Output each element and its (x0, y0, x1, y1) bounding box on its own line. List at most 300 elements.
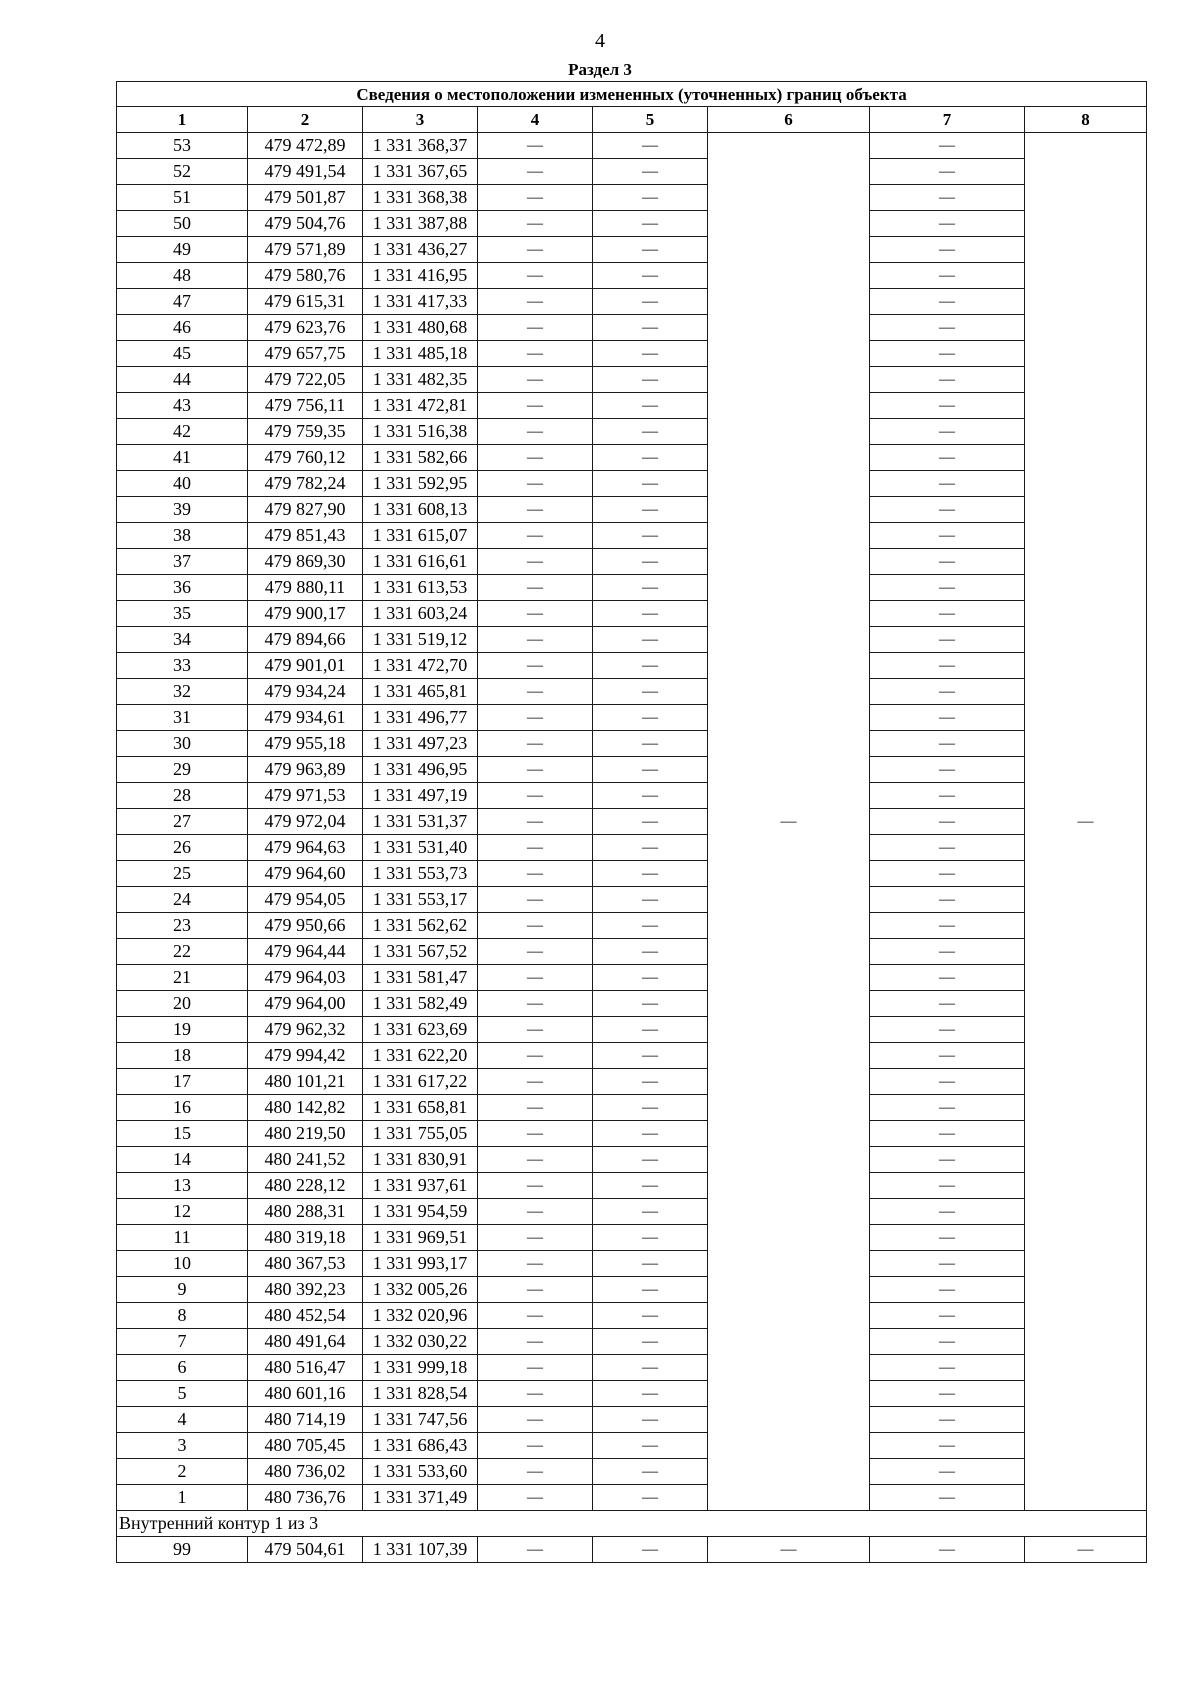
dash-cell: — (478, 965, 593, 991)
table-row (117, 341, 1147, 367)
x-coordinate-cell: 480 288,31 (248, 1199, 363, 1225)
dash-cell: — (478, 1485, 593, 1511)
dash-cell: — (593, 185, 708, 211)
dash-cell: — (870, 185, 1025, 211)
dash-cell: — (478, 1355, 593, 1381)
y-coordinate-cell: 1 331 969,51 (363, 1225, 478, 1251)
dash-cell: — (870, 1017, 1025, 1043)
column-header: 3 (363, 107, 478, 133)
table-row (117, 679, 1147, 705)
point-number-cell: 25 (117, 861, 248, 887)
section-title: Раздел 3 (568, 60, 632, 79)
x-coordinate-cell: 479 504,76 (248, 211, 363, 237)
y-coordinate-cell: 1 331 616,61 (363, 549, 478, 575)
dash-cell: — (478, 237, 593, 263)
dash-cell: — (478, 913, 593, 939)
dash-cell: — (870, 1381, 1025, 1407)
y-coordinate-cell: 1 331 830,91 (363, 1147, 478, 1173)
dash-cell: — (870, 315, 1025, 341)
y-coordinate-cell: 1 331 516,38 (363, 419, 478, 445)
dash-cell: — (478, 341, 593, 367)
x-coordinate-cell: 479 964,03 (248, 965, 363, 991)
dash-cell: — (478, 445, 593, 471)
dash-cell: — (870, 1225, 1025, 1251)
column-header: 5 (593, 107, 708, 133)
point-number-cell: 47 (117, 289, 248, 315)
x-coordinate-cell: 480 491,64 (248, 1329, 363, 1355)
dash-cell: — (870, 1277, 1025, 1303)
y-coordinate-cell: 1 331 592,95 (363, 471, 478, 497)
dash-cell: — (478, 731, 593, 757)
point-number-cell: 9 (117, 1277, 248, 1303)
dash-cell: — (593, 1225, 708, 1251)
dash-cell: — (478, 575, 593, 601)
dash-cell: — (478, 1277, 593, 1303)
y-coordinate-cell: 1 331 387,88 (363, 211, 478, 237)
y-coordinate-cell: 1 332 030,22 (363, 1329, 478, 1355)
x-coordinate-cell: 480 714,19 (248, 1407, 363, 1433)
dash-cell: — (593, 627, 708, 653)
dash-cell: — (1025, 1537, 1147, 1563)
dash-cell: — (870, 341, 1025, 367)
dash-cell: — (593, 263, 708, 289)
table-row (117, 133, 1147, 159)
table-row (117, 315, 1147, 341)
table-row (117, 211, 1147, 237)
dash-cell: — (478, 1329, 593, 1355)
dash-cell: — (478, 1459, 593, 1485)
point-number-cell: 51 (117, 185, 248, 211)
y-coordinate-cell: 1 331 553,17 (363, 887, 478, 913)
dash-cell: — (870, 731, 1025, 757)
y-coordinate-cell: 1 331 465,81 (363, 679, 478, 705)
point-number-cell: 34 (117, 627, 248, 653)
table-row (117, 913, 1147, 939)
column-header: 6 (708, 107, 870, 133)
dash-cell: — (593, 1043, 708, 1069)
y-coordinate-cell: 1 331 531,37 (363, 809, 478, 835)
point-number-cell: 35 (117, 601, 248, 627)
inner-contour-label: Внутренний контур 1 из 3 (117, 1511, 1147, 1537)
dash-cell: — (478, 627, 593, 653)
table-row (117, 991, 1147, 1017)
dash-cell: — (593, 913, 708, 939)
dash-cell: — (478, 1251, 593, 1277)
table-row (117, 1069, 1147, 1095)
x-coordinate-cell: 479 972,04 (248, 809, 363, 835)
column-header: 2 (248, 107, 363, 133)
x-coordinate-cell: 479 491,54 (248, 159, 363, 185)
dash-cell: — (593, 1277, 708, 1303)
y-coordinate-cell: 1 331 496,95 (363, 757, 478, 783)
x-coordinate-cell: 479 971,53 (248, 783, 363, 809)
dash-cell: — (478, 289, 593, 315)
dash-cell: — (593, 211, 708, 237)
dash-cell: — (708, 1537, 870, 1563)
dash-cell: — (478, 419, 593, 445)
y-coordinate-cell: 1 331 553,73 (363, 861, 478, 887)
table-row (117, 1095, 1147, 1121)
table-row (117, 1485, 1147, 1511)
dash-cell: — (593, 1147, 708, 1173)
table-row (117, 1173, 1147, 1199)
point-number-cell: 15 (117, 1121, 248, 1147)
y-coordinate-cell: 1 331 658,81 (363, 1095, 478, 1121)
dash-cell: — (478, 1303, 593, 1329)
dash-cell: — (593, 1485, 708, 1511)
y-coordinate-cell: 1 331 755,05 (363, 1121, 478, 1147)
dash-cell: — (870, 471, 1025, 497)
dash-cell: — (478, 1407, 593, 1433)
dash-cell: — (593, 1381, 708, 1407)
y-coordinate-cell: 1 331 747,56 (363, 1407, 478, 1433)
point-number-cell: 27 (117, 809, 248, 835)
dash-cell: — (593, 1329, 708, 1355)
x-coordinate-cell: 479 501,87 (248, 185, 363, 211)
table-row (117, 1355, 1147, 1381)
dash-cell: — (593, 965, 708, 991)
x-coordinate-cell: 479 722,05 (248, 367, 363, 393)
table-row (117, 601, 1147, 627)
table-row (117, 159, 1147, 185)
dash-cell: — (870, 1407, 1025, 1433)
x-coordinate-cell: 479 900,17 (248, 601, 363, 627)
dash-cell: — (478, 263, 593, 289)
dash-cell: — (593, 1537, 708, 1563)
dash-cell: — (593, 133, 708, 159)
dash-cell: — (870, 887, 1025, 913)
column-header-row (117, 107, 1147, 133)
dash-cell: — (593, 731, 708, 757)
dash-cell: — (870, 1069, 1025, 1095)
dash-cell: — (593, 835, 708, 861)
table-row (117, 627, 1147, 653)
x-coordinate-cell: 479 571,89 (248, 237, 363, 263)
table-row (117, 1381, 1147, 1407)
dash-cell: — (870, 913, 1025, 939)
table-row (117, 731, 1147, 757)
dash-cell: — (478, 939, 593, 965)
x-coordinate-cell: 480 392,23 (248, 1277, 363, 1303)
dash-cell: — (478, 1147, 593, 1173)
dash-cell: — (870, 523, 1025, 549)
y-coordinate-cell: 1 331 531,40 (363, 835, 478, 861)
table-row (117, 1277, 1147, 1303)
dash-cell: — (870, 1251, 1025, 1277)
column-header: 7 (870, 107, 1025, 133)
point-number-cell: 52 (117, 159, 248, 185)
point-number-cell: 31 (117, 705, 248, 731)
y-coordinate-cell: 1 331 613,53 (363, 575, 478, 601)
y-coordinate-cell: 1 331 436,27 (363, 237, 478, 263)
dash-cell: — (870, 445, 1025, 471)
dash-cell: — (478, 1069, 593, 1095)
table-row (117, 497, 1147, 523)
dash-cell: — (478, 887, 593, 913)
y-coordinate-cell: 1 331 416,95 (363, 263, 478, 289)
x-coordinate-cell: 479 869,30 (248, 549, 363, 575)
point-number-cell: 1 (117, 1485, 248, 1511)
y-coordinate-cell: 1 332 005,26 (363, 1277, 478, 1303)
dash-cell: — (478, 783, 593, 809)
dash-cell: — (478, 367, 593, 393)
point-number-cell: 10 (117, 1251, 248, 1277)
y-coordinate-cell: 1 331 582,49 (363, 991, 478, 1017)
dash-cell: — (593, 341, 708, 367)
y-coordinate-cell: 1 331 686,43 (363, 1433, 478, 1459)
table-row (117, 835, 1147, 861)
dash-cell: — (870, 237, 1025, 263)
point-number-cell: 53 (117, 133, 248, 159)
dash-cell: — (593, 1199, 708, 1225)
point-number-cell: 50 (117, 211, 248, 237)
dash-cell: — (478, 497, 593, 523)
dash-cell: — (478, 1199, 593, 1225)
dash-cell: — (870, 1043, 1025, 1069)
dash-cell: — (593, 237, 708, 263)
dash-cell: — (593, 497, 708, 523)
x-coordinate-cell: 479 760,12 (248, 445, 363, 471)
dash-cell: — (593, 1355, 708, 1381)
dash-cell: — (478, 1017, 593, 1043)
y-coordinate-cell: 1 331 562,62 (363, 913, 478, 939)
table-row (117, 965, 1147, 991)
point-number-cell: 46 (117, 315, 248, 341)
y-coordinate-cell: 1 331 417,33 (363, 289, 478, 315)
point-number-cell: 13 (117, 1173, 248, 1199)
x-coordinate-cell: 479 964,00 (248, 991, 363, 1017)
point-number-cell: 41 (117, 445, 248, 471)
table-row (117, 1433, 1147, 1459)
dash-cell: — (870, 783, 1025, 809)
x-coordinate-cell: 479 623,76 (248, 315, 363, 341)
y-coordinate-cell: 1 331 937,61 (363, 1173, 478, 1199)
y-coordinate-cell: 1 331 480,68 (363, 315, 478, 341)
dash-cell: — (870, 705, 1025, 731)
column-header: 4 (478, 107, 593, 133)
x-coordinate-cell: 479 934,24 (248, 679, 363, 705)
dash-cell: — (870, 991, 1025, 1017)
point-number-cell: 18 (117, 1043, 248, 1069)
dash-cell: — (593, 1095, 708, 1121)
dash-cell: — (870, 861, 1025, 887)
x-coordinate-cell: 480 601,16 (248, 1381, 363, 1407)
dash-cell: — (478, 549, 593, 575)
dash-cell: — (870, 367, 1025, 393)
table-row (117, 237, 1147, 263)
dash-cell: — (593, 809, 708, 835)
x-coordinate-cell: 479 894,66 (248, 627, 363, 653)
dash-cell: — (593, 705, 708, 731)
y-coordinate-cell: 1 331 496,77 (363, 705, 478, 731)
dash-cell: — (870, 289, 1025, 315)
dash-cell: — (870, 601, 1025, 627)
point-number-cell: 17 (117, 1069, 248, 1095)
dash-cell: — (478, 159, 593, 185)
dash-cell: — (593, 939, 708, 965)
dash-cell: — (478, 1225, 593, 1251)
point-number-cell: 39 (117, 497, 248, 523)
dash-cell: — (870, 1303, 1025, 1329)
x-coordinate-cell: 479 880,11 (248, 575, 363, 601)
x-coordinate-cell: 479 827,90 (248, 497, 363, 523)
dash-cell: — (478, 1043, 593, 1069)
x-coordinate-cell: 479 657,75 (248, 341, 363, 367)
y-coordinate-cell: 1 331 533,60 (363, 1459, 478, 1485)
dash-cell: — (870, 1329, 1025, 1355)
dash-cell: — (593, 601, 708, 627)
dash-cell: — (593, 1017, 708, 1043)
point-number-cell: 14 (117, 1147, 248, 1173)
y-coordinate-cell: 1 331 828,54 (363, 1381, 478, 1407)
inner-contour-row (117, 1511, 1147, 1537)
dash-cell: — (870, 1485, 1025, 1511)
dash-cell: — (870, 1147, 1025, 1173)
dash-cell: — (593, 289, 708, 315)
y-coordinate-cell: 1 331 608,13 (363, 497, 478, 523)
point-number-cell: 38 (117, 523, 248, 549)
dash-cell: — (478, 601, 593, 627)
point-number-cell: 42 (117, 419, 248, 445)
dash-cell: — (593, 549, 708, 575)
x-coordinate-cell: 480 516,47 (248, 1355, 363, 1381)
dash-cell: — (870, 159, 1025, 185)
dash-cell: — (870, 1121, 1025, 1147)
table-row (117, 757, 1147, 783)
y-coordinate-cell: 1 331 603,24 (363, 601, 478, 627)
dash-cell: — (870, 211, 1025, 237)
x-coordinate-cell: 479 472,89 (248, 133, 363, 159)
y-coordinate-cell: 1 331 107,39 (363, 1537, 478, 1563)
dash-cell: — (870, 757, 1025, 783)
point-number-cell: 28 (117, 783, 248, 809)
point-number-cell: 2 (117, 1459, 248, 1485)
dash-cell: — (478, 1433, 593, 1459)
point-number-cell: 48 (117, 263, 248, 289)
y-coordinate-cell: 1 331 485,18 (363, 341, 478, 367)
dash-cell: — (478, 1121, 593, 1147)
dash-cell: — (593, 315, 708, 341)
x-coordinate-cell: 479 955,18 (248, 731, 363, 757)
point-number-cell: 12 (117, 1199, 248, 1225)
table-row (117, 1043, 1147, 1069)
x-coordinate-cell: 479 962,32 (248, 1017, 363, 1043)
dash-cell: — (870, 1459, 1025, 1485)
x-coordinate-cell: 480 241,52 (248, 1147, 363, 1173)
point-number-cell: 11 (117, 1225, 248, 1251)
dash-cell: — (593, 471, 708, 497)
point-number-cell: 99 (117, 1537, 248, 1563)
merged-dash-cell-col8: — (1025, 133, 1147, 1511)
x-coordinate-cell: 479 964,44 (248, 939, 363, 965)
y-coordinate-cell: 1 331 623,69 (363, 1017, 478, 1043)
table-row (117, 445, 1147, 471)
column-header: 1 (117, 107, 248, 133)
x-coordinate-cell: 480 367,53 (248, 1251, 363, 1277)
column-header: 8 (1025, 107, 1147, 133)
table-row (117, 861, 1147, 887)
dash-cell: — (593, 1121, 708, 1147)
table-row (117, 471, 1147, 497)
y-coordinate-cell: 1 331 999,18 (363, 1355, 478, 1381)
dash-cell: — (593, 1433, 708, 1459)
dash-cell: — (593, 1407, 708, 1433)
point-number-cell: 7 (117, 1329, 248, 1355)
dash-cell: — (593, 757, 708, 783)
x-coordinate-cell: 480 319,18 (248, 1225, 363, 1251)
dash-cell: — (870, 1537, 1025, 1563)
x-coordinate-cell: 479 994,42 (248, 1043, 363, 1069)
table-row (117, 1199, 1147, 1225)
dash-cell: — (870, 835, 1025, 861)
table-row (117, 549, 1147, 575)
page-number: 4 (595, 30, 605, 52)
table-row (117, 939, 1147, 965)
x-coordinate-cell: 480 452,54 (248, 1303, 363, 1329)
dash-cell: — (593, 445, 708, 471)
point-number-cell: 29 (117, 757, 248, 783)
dash-cell: — (593, 575, 708, 601)
table-row (117, 1329, 1147, 1355)
dash-cell: — (870, 965, 1025, 991)
point-number-cell: 26 (117, 835, 248, 861)
dash-cell: — (870, 1173, 1025, 1199)
table-row (117, 1303, 1147, 1329)
dash-cell: — (593, 1303, 708, 1329)
y-coordinate-cell: 1 331 368,37 (363, 133, 478, 159)
x-coordinate-cell: 479 950,66 (248, 913, 363, 939)
table-row (117, 1251, 1147, 1277)
x-coordinate-cell: 480 228,12 (248, 1173, 363, 1199)
x-coordinate-cell: 479 963,89 (248, 757, 363, 783)
x-coordinate-cell: 479 851,43 (248, 523, 363, 549)
point-number-cell: 37 (117, 549, 248, 575)
dash-cell: — (870, 653, 1025, 679)
table-row (117, 809, 1147, 835)
dash-cell: — (593, 679, 708, 705)
table-row (117, 289, 1147, 315)
dash-cell: — (593, 1173, 708, 1199)
dash-cell: — (870, 263, 1025, 289)
x-coordinate-cell: 480 736,76 (248, 1485, 363, 1511)
point-number-cell: 3 (117, 1433, 248, 1459)
table-row (117, 367, 1147, 393)
table-row (117, 1537, 1147, 1563)
dash-cell: — (870, 497, 1025, 523)
dash-cell: — (593, 887, 708, 913)
dash-cell: — (478, 185, 593, 211)
y-coordinate-cell: 1 331 954,59 (363, 1199, 478, 1225)
table-row (117, 1147, 1147, 1173)
x-coordinate-cell: 479 954,05 (248, 887, 363, 913)
dash-cell: — (478, 861, 593, 887)
x-coordinate-cell: 479 759,35 (248, 419, 363, 445)
dash-cell: — (870, 1199, 1025, 1225)
dash-cell: — (478, 471, 593, 497)
dash-cell: — (870, 549, 1025, 575)
y-coordinate-cell: 1 331 367,65 (363, 159, 478, 185)
x-coordinate-cell: 480 142,82 (248, 1095, 363, 1121)
y-coordinate-cell: 1 331 497,23 (363, 731, 478, 757)
dash-cell: — (478, 315, 593, 341)
table-row (117, 887, 1147, 913)
y-coordinate-cell: 1 332 020,96 (363, 1303, 478, 1329)
dash-cell: — (478, 835, 593, 861)
dash-cell: — (593, 419, 708, 445)
y-coordinate-cell: 1 331 617,22 (363, 1069, 478, 1095)
point-number-cell: 6 (117, 1355, 248, 1381)
dash-cell: — (870, 627, 1025, 653)
